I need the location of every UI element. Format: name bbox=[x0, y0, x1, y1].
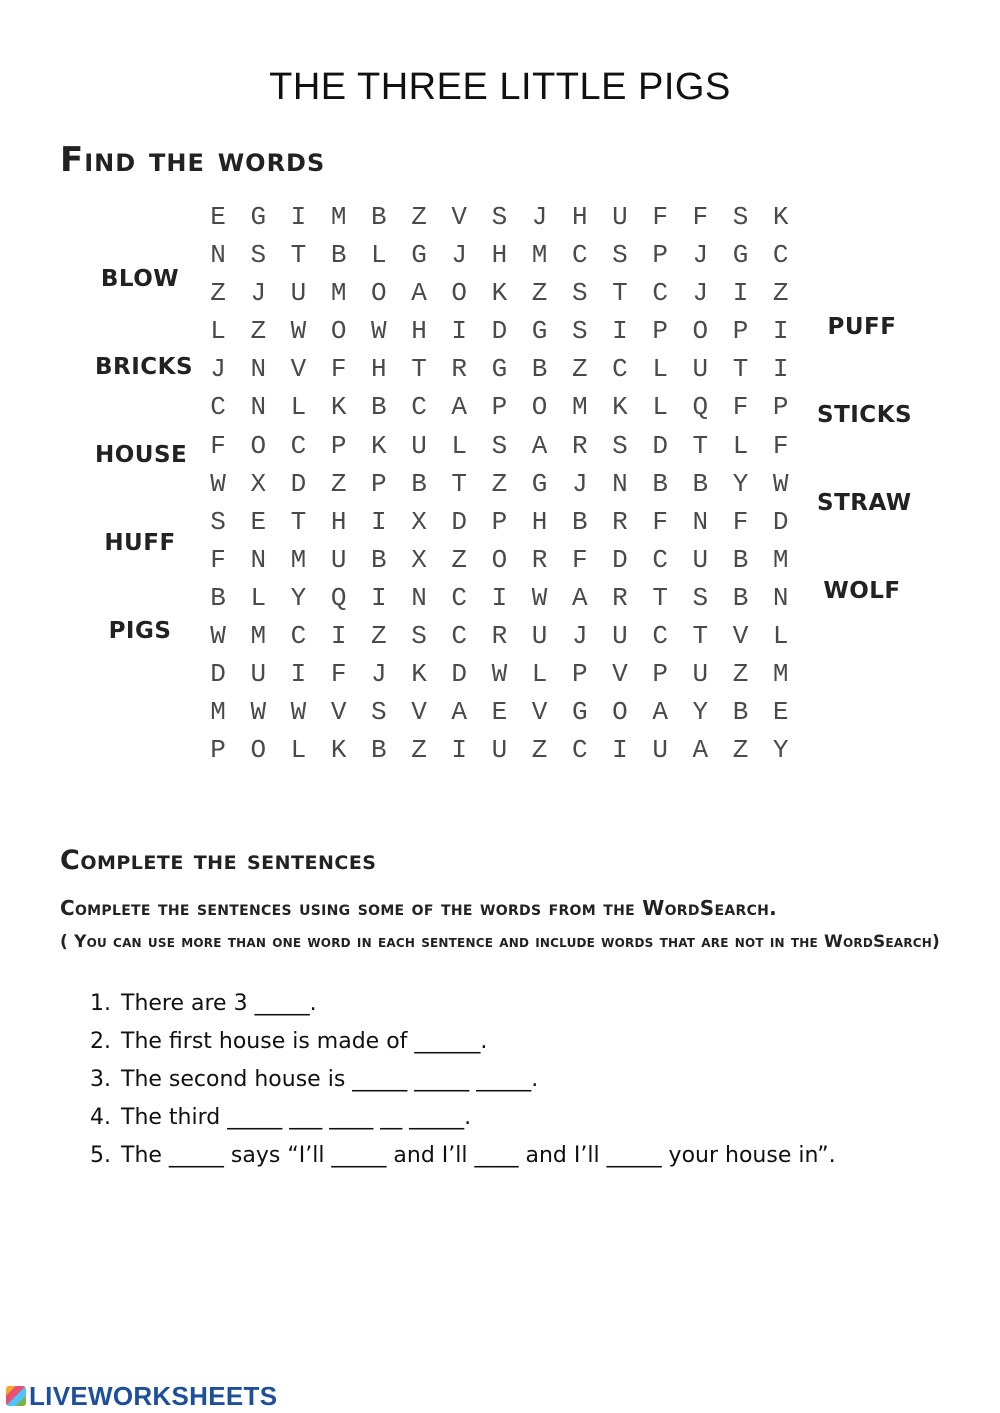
sentence-number: 2. bbox=[90, 1029, 111, 1054]
grid-letter[interactable]: H bbox=[571, 202, 588, 232]
grid-letter[interactable]: F bbox=[330, 659, 347, 690]
grid-letter[interactable]: Z bbox=[451, 544, 468, 575]
grid-letter[interactable]: W bbox=[371, 316, 387, 347]
word-huff: HUFF bbox=[104, 530, 176, 556]
grid-letter[interactable]: B bbox=[692, 468, 709, 499]
grid-letter[interactable]: E bbox=[210, 202, 226, 232]
grid-letter[interactable]: L bbox=[652, 392, 668, 423]
grid-letter[interactable]: U bbox=[531, 621, 548, 652]
grid-letter[interactable]: P bbox=[772, 392, 789, 423]
find-words-heading: Find the words bbox=[60, 140, 326, 180]
complete-sentences-heading: Complete the sentences bbox=[60, 845, 377, 876]
grid-letter[interactable]: Z bbox=[250, 316, 267, 347]
grid-letter[interactable]: B bbox=[330, 240, 347, 271]
grid-letter[interactable]: J bbox=[451, 240, 468, 271]
grid-letter[interactable]: Y bbox=[732, 468, 749, 499]
grid-letter[interactable]: C bbox=[290, 621, 307, 652]
grid-letter[interactable]: J bbox=[692, 240, 709, 271]
grid-letter[interactable]: N bbox=[612, 468, 628, 499]
grid-letter[interactable]: L bbox=[290, 735, 307, 766]
sentence-item bbox=[90, 1102, 836, 1140]
grid-letter[interactable]: B bbox=[371, 202, 387, 232]
grid-letter[interactable]: G bbox=[491, 354, 508, 385]
instruction-main: Complete the sentences using some of the words from the WordSearch. bbox=[60, 896, 778, 920]
grid-letter[interactable]: F bbox=[210, 544, 226, 575]
grid-letter[interactable]: F bbox=[652, 202, 668, 232]
grid-letter[interactable]: W bbox=[290, 697, 307, 728]
grid-letter[interactable]: B bbox=[371, 544, 387, 575]
grid-letter[interactable]: T bbox=[732, 354, 749, 385]
grid-letter[interactable]: O bbox=[371, 278, 387, 309]
grid-letter[interactable]: T bbox=[612, 278, 628, 309]
grid-letter[interactable]: U bbox=[612, 202, 628, 232]
grid-letter[interactable]: I bbox=[612, 316, 628, 347]
grid-letter[interactable]: J bbox=[531, 202, 548, 232]
grid-letter[interactable]: C bbox=[451, 621, 468, 652]
grid-letter[interactable]: B bbox=[371, 735, 387, 766]
word-blow: BLOW bbox=[100, 266, 180, 292]
grid-letter[interactable]: C bbox=[571, 735, 588, 766]
grid-letter[interactable]: S bbox=[371, 697, 387, 728]
grid-letter[interactable]: B bbox=[531, 354, 548, 385]
grid-letter[interactable]: M bbox=[772, 659, 789, 690]
grid-letter[interactable]: V bbox=[290, 354, 307, 385]
grid-letter[interactable]: A bbox=[411, 278, 427, 309]
grid-letter[interactable]: C bbox=[612, 354, 628, 385]
grid-letter[interactable]: L bbox=[451, 430, 468, 461]
sentence-list bbox=[90, 988, 836, 1178]
grid-letter[interactable]: B bbox=[371, 392, 387, 423]
grid-letter[interactable]: D bbox=[652, 430, 668, 461]
grid-letter[interactable]: C bbox=[571, 240, 588, 271]
grid-letter[interactable]: X bbox=[250, 468, 267, 499]
grid-letter[interactable]: L bbox=[371, 240, 387, 271]
grid-letter[interactable]: S bbox=[732, 202, 749, 232]
grid-letter[interactable]: I bbox=[451, 735, 468, 766]
grid-letter[interactable]: W bbox=[290, 316, 307, 347]
grid-letter[interactable]: H bbox=[531, 506, 548, 537]
logo-text: LIVEWORKSHEETS bbox=[29, 1380, 278, 1411]
grid-letter[interactable]: G bbox=[250, 202, 267, 232]
word-sticks: STICKS bbox=[817, 402, 913, 428]
grid-letter[interactable]: B bbox=[732, 544, 749, 575]
sentence-text: The third _____ ___ ____ __ _____. bbox=[121, 1105, 472, 1130]
grid-letter[interactable]: U bbox=[692, 354, 709, 385]
grid-letter[interactable]: Z bbox=[531, 278, 548, 309]
grid-letter[interactable]: C bbox=[652, 621, 668, 652]
word-house: HOUSE bbox=[95, 442, 188, 468]
grid-letter[interactable]: M bbox=[531, 240, 548, 271]
grid-letter[interactable]: N bbox=[411, 582, 427, 613]
grid-letter[interactable]: F bbox=[652, 506, 668, 537]
sentence-text: The _____ says “I’ll _____ and I’ll ____ and I’ll _____ your house in”. bbox=[121, 1143, 836, 1168]
grid-letter[interactable]: O bbox=[330, 316, 347, 347]
grid-letter[interactable]: Z bbox=[531, 735, 548, 766]
grid-letter[interactable]: D bbox=[772, 506, 789, 537]
worksheet-title: THE THREE LITTLE PIGS bbox=[269, 66, 731, 108]
grid-letter[interactable]: R bbox=[571, 430, 588, 461]
grid-letter[interactable]: P bbox=[652, 659, 668, 690]
grid-letter[interactable]: K bbox=[330, 735, 347, 766]
grid-letter[interactable]: C bbox=[290, 430, 307, 461]
grid-letter[interactable]: T bbox=[692, 621, 709, 652]
grid-letter[interactable]: P bbox=[571, 659, 588, 690]
grid-letter[interactable]: Z bbox=[772, 278, 789, 309]
grid-letter[interactable]: Z bbox=[210, 278, 226, 309]
word-straw: STRAW bbox=[817, 490, 912, 516]
grid-letter[interactable]: I bbox=[371, 582, 387, 613]
grid-letter[interactable]: N bbox=[250, 354, 267, 385]
grid-letter[interactable]: N bbox=[692, 506, 709, 537]
grid-letter[interactable]: I bbox=[371, 506, 387, 537]
grid-letter[interactable]: O bbox=[451, 278, 468, 309]
grid-letter[interactable]: L bbox=[772, 621, 789, 652]
grid-letter[interactable]: K bbox=[330, 392, 347, 423]
grid-letter[interactable]: J bbox=[371, 659, 387, 690]
grid-letter[interactable]: H bbox=[411, 316, 427, 347]
grid-letter[interactable]: B bbox=[732, 582, 749, 613]
grid-letter[interactable]: K bbox=[371, 430, 387, 461]
grid-letter[interactable]: B bbox=[732, 697, 749, 728]
grid-letter[interactable]: S bbox=[571, 316, 588, 347]
grid-letter[interactable]: R bbox=[451, 354, 468, 385]
grid-letter[interactable]: A bbox=[531, 430, 548, 461]
grid-letter[interactable]: R bbox=[491, 621, 508, 652]
grid-letter[interactable]: V bbox=[732, 621, 749, 652]
grid-letter[interactable]: D bbox=[451, 506, 468, 537]
grid-letter[interactable]: N bbox=[250, 392, 267, 423]
grid-letter[interactable]: T bbox=[290, 240, 307, 271]
grid-letter[interactable]: B bbox=[571, 506, 588, 537]
grid-letter[interactable]: S bbox=[491, 202, 508, 232]
grid-letter[interactable]: W bbox=[210, 468, 226, 499]
grid-letter[interactable]: B bbox=[652, 468, 668, 499]
word-puff: PUFF bbox=[827, 314, 897, 340]
grid-letter[interactable]: T bbox=[652, 582, 668, 613]
grid-letter[interactable]: R bbox=[612, 582, 628, 613]
grid-letter[interactable]: B bbox=[210, 582, 226, 613]
grid-letter[interactable]: C bbox=[451, 582, 468, 613]
grid-letter[interactable]: J bbox=[210, 354, 226, 385]
grid-letter[interactable]: N bbox=[210, 240, 226, 271]
grid-letter[interactable]: A bbox=[692, 735, 709, 766]
grid-letter[interactable]: U bbox=[250, 659, 267, 690]
grid-letter[interactable]: P bbox=[732, 316, 749, 347]
grid-letter[interactable]: O bbox=[692, 316, 709, 347]
grid-letter[interactable]: P bbox=[330, 430, 347, 461]
grid-letter[interactable]: F bbox=[732, 506, 749, 537]
sentence-number: 3. bbox=[90, 1067, 111, 1092]
grid-letter[interactable]: V bbox=[451, 202, 468, 232]
grid-letter[interactable]: L bbox=[250, 582, 267, 613]
grid-letter[interactable]: M bbox=[250, 621, 267, 652]
grid-letter[interactable]: I bbox=[772, 354, 789, 385]
grid-letter[interactable]: I bbox=[612, 735, 628, 766]
grid-letter[interactable]: Q bbox=[692, 392, 709, 423]
grid-letter[interactable]: P bbox=[371, 468, 387, 499]
grid-letter[interactable]: P bbox=[652, 316, 668, 347]
word-bricks: BRICKS bbox=[95, 354, 194, 380]
instruction-note: ( You can use more than one word in each sentence and include words that are not in the WordSearch) bbox=[60, 932, 940, 952]
grid-letter[interactable]: W bbox=[491, 659, 508, 690]
word-wolf: WOLF bbox=[823, 578, 901, 604]
grid-letter[interactable]: L bbox=[290, 392, 307, 423]
grid-letter[interactable]: F bbox=[571, 544, 588, 575]
grid-letter[interactable]: V bbox=[531, 697, 548, 728]
grid-letter[interactable]: N bbox=[772, 582, 789, 613]
grid-letter[interactable]: U bbox=[652, 735, 668, 766]
grid-letter[interactable]: E bbox=[772, 697, 789, 728]
sentence-text: There are 3 _____. bbox=[121, 991, 317, 1016]
grid-letter[interactable]: J bbox=[571, 468, 588, 499]
sentence-item bbox=[90, 1140, 836, 1178]
grid-letter[interactable]: Z bbox=[371, 621, 387, 652]
grid-letter[interactable]: A bbox=[451, 697, 468, 728]
grid-letter[interactable]: Y bbox=[692, 697, 709, 728]
grid-letter[interactable]: Z bbox=[732, 659, 749, 690]
grid-letter[interactable]: U bbox=[491, 735, 508, 766]
grid-letter[interactable]: S bbox=[612, 240, 628, 271]
grid-letter[interactable]: G bbox=[531, 316, 548, 347]
grid-letter[interactable]: I bbox=[451, 316, 468, 347]
grid-letter[interactable]: X bbox=[411, 506, 427, 537]
grid-letter[interactable]: U bbox=[612, 621, 628, 652]
grid-letter[interactable]: A bbox=[652, 697, 668, 728]
sentence-item bbox=[90, 988, 836, 1026]
grid-letter[interactable]: A bbox=[571, 582, 588, 613]
grid-letter[interactable]: K bbox=[612, 392, 628, 423]
grid-letter[interactable]: S bbox=[612, 430, 628, 461]
grid-letter[interactable]: W bbox=[531, 582, 548, 613]
grid-letter[interactable]: Z bbox=[411, 202, 427, 232]
word-pigs: PIGS bbox=[108, 618, 172, 644]
sentence-item bbox=[90, 1026, 836, 1064]
grid-letter[interactable]: U bbox=[411, 430, 427, 461]
grid-letter[interactable]: L bbox=[531, 659, 548, 690]
grid-letter[interactable]: D bbox=[612, 544, 628, 575]
grid-letter[interactable]: M bbox=[210, 697, 226, 728]
grid-letter[interactable]: Y bbox=[772, 735, 789, 766]
grid-letter[interactable]: Q bbox=[330, 582, 347, 613]
grid-letter[interactable]: C bbox=[210, 392, 226, 423]
grid-letter[interactable]: I bbox=[772, 316, 789, 347]
grid-letter[interactable]: J bbox=[692, 278, 709, 309]
grid-letter[interactable]: G bbox=[732, 240, 749, 271]
grid-letter[interactable]: M bbox=[571, 392, 588, 423]
grid-letter[interactable]: K bbox=[772, 202, 789, 232]
grid-letter[interactable]: U bbox=[692, 659, 709, 690]
grid-letter[interactable]: I bbox=[732, 278, 749, 309]
grid-letter[interactable]: Z bbox=[411, 735, 427, 766]
grid-letter[interactable]: P bbox=[652, 240, 668, 271]
grid-letter[interactable]: A bbox=[451, 392, 468, 423]
grid-letter[interactable]: R bbox=[531, 544, 548, 575]
grid-letter[interactable]: W bbox=[772, 468, 789, 499]
grid-letter[interactable]: L bbox=[732, 430, 749, 461]
grid-letter[interactable]: W bbox=[210, 621, 226, 652]
grid-letter[interactable]: D bbox=[210, 659, 226, 690]
grid-letter[interactable]: F bbox=[210, 430, 226, 461]
grid-letter[interactable]: M bbox=[290, 544, 307, 575]
grid-letter[interactable]: G bbox=[531, 468, 548, 499]
logo-icon bbox=[6, 1386, 26, 1406]
grid-letter[interactable]: T bbox=[451, 468, 468, 499]
grid-letter[interactable]: Z bbox=[571, 354, 588, 385]
grid-letter[interactable]: H bbox=[371, 354, 387, 385]
grid-letter[interactable]: T bbox=[290, 506, 307, 537]
grid-letter[interactable]: P bbox=[491, 392, 508, 423]
grid-letter[interactable]: Y bbox=[290, 582, 307, 613]
grid-letter[interactable]: O bbox=[250, 430, 267, 461]
grid-letter[interactable]: F bbox=[330, 354, 347, 385]
grid-letter[interactable]: O bbox=[250, 735, 267, 766]
grid-letter[interactable]: C bbox=[772, 240, 789, 271]
grid-letter[interactable]: C bbox=[652, 544, 668, 575]
sentence-number: 5. bbox=[90, 1143, 111, 1168]
grid-letter[interactable]: L bbox=[210, 316, 226, 347]
grid-letter[interactable]: P bbox=[491, 506, 508, 537]
grid-letter[interactable]: R bbox=[612, 506, 628, 537]
grid-letter[interactable]: G bbox=[411, 240, 427, 271]
grid-letter[interactable]: T bbox=[411, 354, 427, 385]
grid-letter[interactable]: Z bbox=[330, 468, 347, 499]
grid-letter[interactable]: Z bbox=[491, 468, 508, 499]
grid-letter[interactable]: D bbox=[451, 659, 468, 690]
grid-letter[interactable]: H bbox=[330, 506, 347, 537]
grid-letter[interactable]: Z bbox=[732, 735, 749, 766]
grid-letter[interactable]: D bbox=[491, 316, 508, 347]
grid-letter[interactable]: V bbox=[411, 697, 427, 728]
sentence-number: 1. bbox=[90, 991, 111, 1016]
grid-letter[interactable]: O bbox=[531, 392, 548, 423]
liveworksheets-logo[interactable] bbox=[6, 1380, 277, 1412]
grid-letter[interactable]: I bbox=[330, 621, 347, 652]
grid-letter[interactable]: K bbox=[411, 659, 427, 690]
grid-letter[interactable]: E bbox=[491, 697, 508, 728]
grid-letter[interactable]: O bbox=[491, 544, 508, 575]
grid-letter[interactable]: L bbox=[652, 354, 668, 385]
grid-letter[interactable]: D bbox=[290, 468, 307, 499]
grid-letter[interactable]: I bbox=[290, 659, 307, 690]
grid-letter[interactable]: J bbox=[571, 621, 588, 652]
grid-letter[interactable]: C bbox=[411, 392, 427, 423]
grid-letter[interactable]: J bbox=[250, 278, 267, 309]
grid-letter[interactable]: S bbox=[491, 430, 508, 461]
sentence-item bbox=[90, 1064, 836, 1102]
grid-letter[interactable]: N bbox=[250, 544, 267, 575]
grid-letter[interactable]: F bbox=[772, 430, 789, 461]
grid-letter[interactable]: S bbox=[571, 278, 588, 309]
sentence-text: The first house is made of ______. bbox=[121, 1029, 488, 1054]
grid-letter[interactable]: X bbox=[411, 544, 427, 575]
grid-letter[interactable]: T bbox=[692, 430, 709, 461]
grid-letter[interactable]: B bbox=[411, 468, 427, 499]
grid-letter[interactable]: S bbox=[250, 240, 267, 271]
grid-letter[interactable]: W bbox=[250, 697, 267, 728]
grid-letter[interactable]: U bbox=[290, 278, 307, 309]
sentence-text: The second house is _____ _____ _____. bbox=[121, 1067, 539, 1092]
grid-letter[interactable]: M bbox=[330, 202, 347, 232]
grid-letter[interactable]: M bbox=[772, 544, 789, 575]
grid-letter[interactable]: F bbox=[732, 392, 749, 423]
grid-letter[interactable]: I bbox=[290, 202, 307, 232]
grid-letter[interactable]: E bbox=[250, 506, 267, 537]
grid-letter[interactable]: I bbox=[491, 582, 508, 613]
grid-letter[interactable]: K bbox=[491, 278, 508, 309]
word-search-grid bbox=[198, 198, 801, 769]
sentence-number: 4. bbox=[90, 1105, 111, 1130]
grid-letter[interactable]: S bbox=[210, 506, 226, 537]
grid-letter[interactable]: V bbox=[612, 659, 628, 690]
grid-letter[interactable]: S bbox=[692, 582, 709, 613]
grid-letter[interactable]: H bbox=[491, 240, 508, 271]
grid-letter[interactable]: C bbox=[652, 278, 668, 309]
grid-letter[interactable]: P bbox=[210, 735, 226, 766]
grid-letter[interactable]: M bbox=[330, 278, 347, 309]
grid-letter[interactable]: F bbox=[692, 202, 709, 232]
grid-letter[interactable]: G bbox=[571, 697, 588, 728]
grid-letter[interactable]: U bbox=[692, 544, 709, 575]
grid-letter[interactable]: O bbox=[612, 697, 628, 728]
grid-letter[interactable]: S bbox=[411, 621, 427, 652]
grid-letter[interactable]: U bbox=[330, 544, 347, 575]
grid-letter[interactable]: V bbox=[330, 697, 347, 728]
